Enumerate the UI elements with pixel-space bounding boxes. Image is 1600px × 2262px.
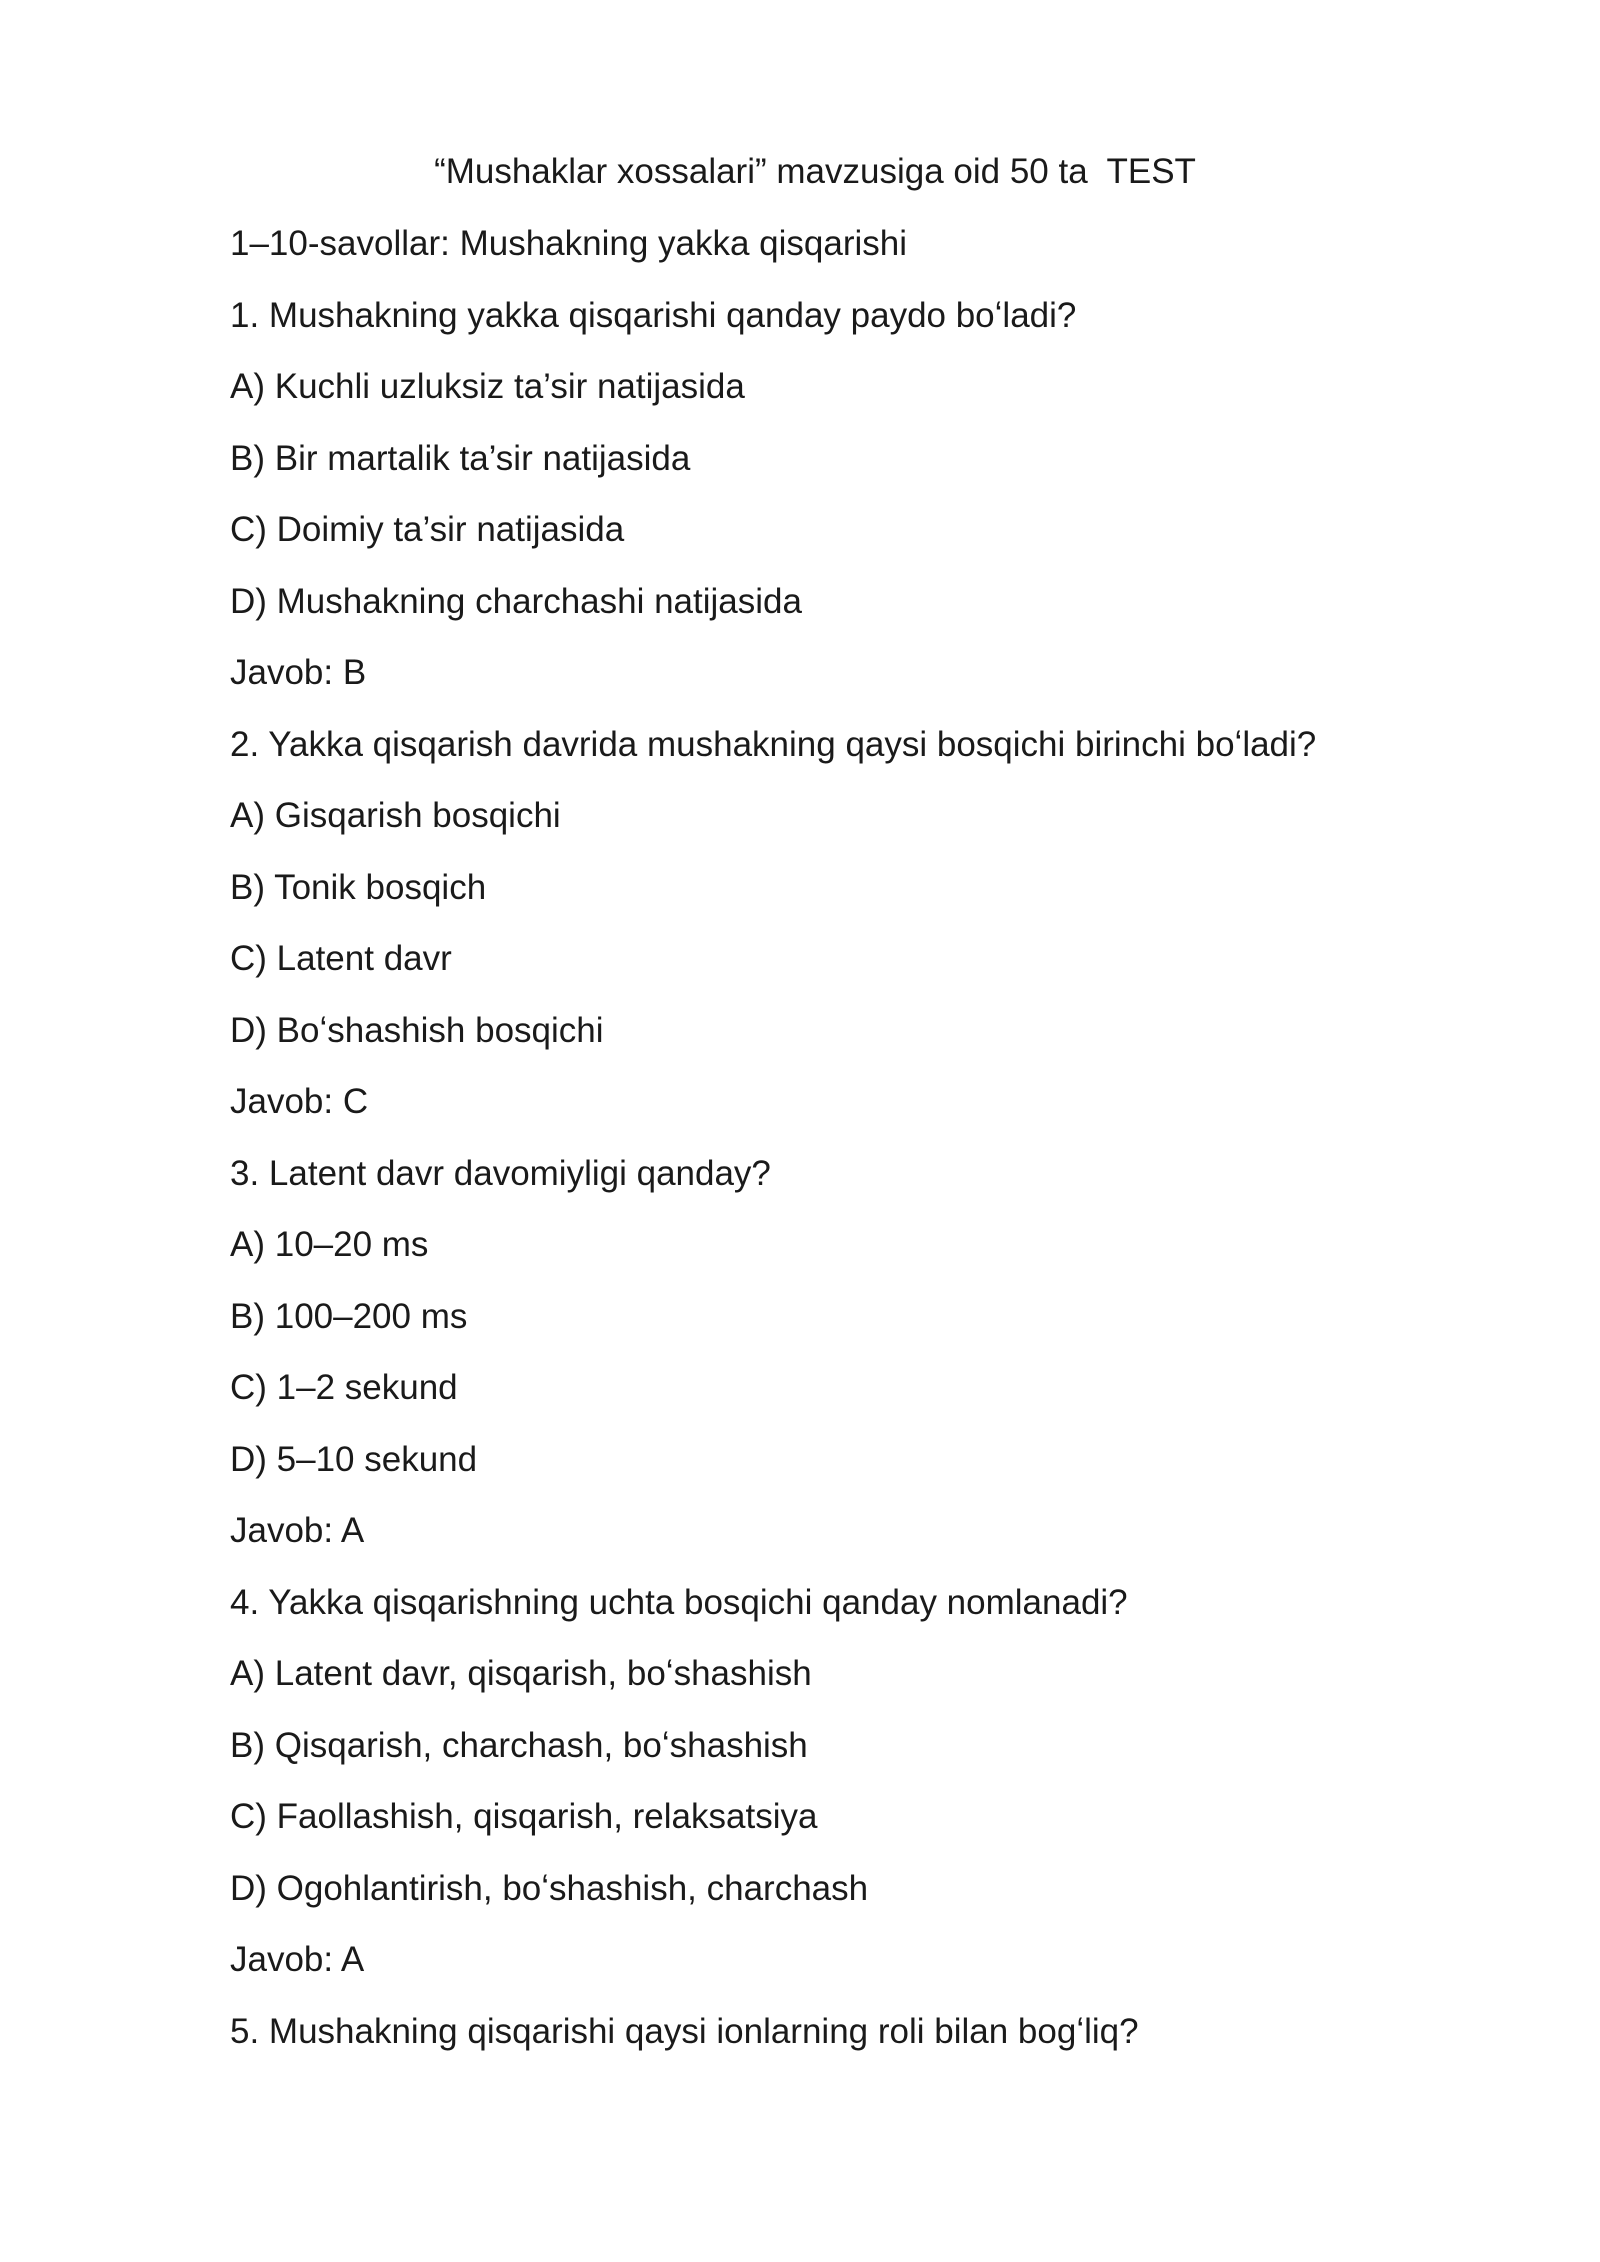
question-3: 3. Latent davr davomiyligi qanday? (230, 1153, 771, 1193)
question-4-answer: Javob: A (230, 1940, 365, 1979)
question-3-option-b: B) 100–200 ms (230, 1296, 468, 1336)
question-4: 4. Yakka qisqarishning uchta bosqichi qanday nomlanadi? (230, 1582, 1128, 1622)
question-1-answer: Javob: B (230, 653, 367, 692)
document-title: “Mushaklar xossalari” mavzusiga oid 50 ta TEST (434, 152, 1196, 191)
question-4-option-c: C) Faollashish, qisqarish, relaksatsiya (230, 1797, 818, 1836)
question-3-option-a: A) 10–20 ms (230, 1225, 429, 1264)
question-4-option-d: D) Ogohlantirish, boʻshashish, charchash (230, 1868, 869, 1908)
question-2-option-b: B) Tonik bosqich (230, 867, 487, 907)
question-3-option-d: D) 5–10 sekund (230, 1439, 478, 1479)
section-heading: 1–10-savollar: Mushakning yakka qisqarishi (230, 224, 908, 263)
question-1-option-b: B) Bir martalik ta’sir natijasida (230, 438, 691, 478)
question-1-option-d: D) Mushakning charchashi natijasida (230, 581, 802, 621)
question-4-option-a: A) Latent davr, qisqarish, boʻshashish (230, 1654, 812, 1693)
question-4-option-b: B) Qisqarish, charchash, boʻshashish (230, 1725, 808, 1765)
question-1-option-c: C) Doimiy ta’sir natijasida (230, 510, 625, 549)
question-2-option-c: C) Latent davr (230, 939, 452, 978)
question-1: 1. Mushakning yakka qisqarishi qanday paydo boʻladi? (230, 295, 1077, 335)
question-3-option-c: C) 1–2 sekund (230, 1368, 458, 1407)
question-1-option-a: A) Kuchli uzluksiz ta’sir natijasida (230, 367, 745, 406)
document-body (230, 222, 1430, 2081)
question-2-option-d: D) Boʻshashish bosqichi (230, 1010, 604, 1050)
question-2-option-a: A) Gisqarish bosqichi (230, 796, 561, 835)
question-5: 5. Mushakning qisqarishi qaysi ionlarning roli bilan bogʻliq? (230, 2011, 1139, 2051)
question-3-answer: Javob: A (230, 1511, 365, 1550)
question-2-answer: Javob: C (230, 1082, 369, 1121)
question-2: 2. Yakka qisqarish davrida mushakning qaysi bosqichi birinchi boʻladi? (230, 724, 1317, 764)
